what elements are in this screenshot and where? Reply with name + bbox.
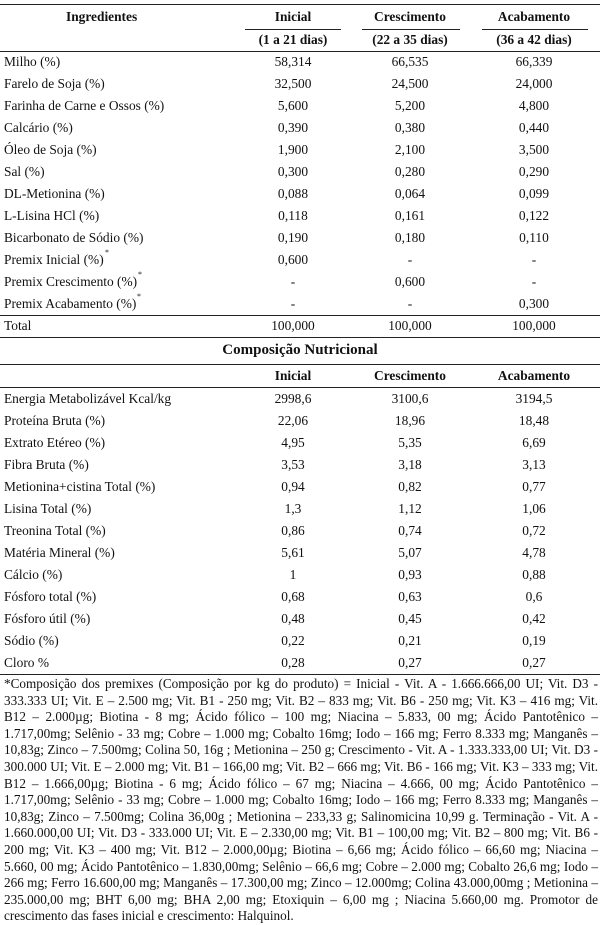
table-row	[0, 183, 600, 205]
table-row	[0, 73, 600, 95]
table1-bottom-rule	[0, 337, 600, 338]
value-acabamento: 3,500	[518, 142, 550, 157]
value-acabamento: 0,300	[518, 296, 550, 311]
table-row	[0, 161, 600, 183]
value-inicial: 0,28	[281, 655, 305, 670]
value-acabamento: 0,290	[518, 164, 550, 179]
value-acabamento: 1,06	[522, 501, 546, 516]
row-label: Fósforo útil (%)	[4, 611, 91, 626]
value-inicial: 32,500	[274, 76, 312, 91]
value-crescimento: -	[407, 252, 413, 267]
table-row	[0, 227, 600, 249]
row-label: Matéria Mineral (%)	[4, 545, 115, 560]
value-acabamento: 0,72	[522, 523, 546, 538]
row-label: Cloro %	[4, 655, 50, 670]
table-row	[0, 630, 600, 652]
table-row	[0, 520, 600, 542]
table-row	[0, 498, 600, 520]
header-acabamento: Acabamento	[497, 9, 571, 24]
value-crescimento: 3100,6	[391, 391, 429, 406]
value-inicial: 0,600	[277, 252, 309, 267]
value-crescimento: 5,07	[398, 545, 422, 560]
table-row: Premix Inicial (%) * 0,600 - -	[0, 249, 600, 271]
table1-top-rule	[0, 4, 600, 5]
value-acabamento: 0,27	[522, 655, 546, 670]
value-acabamento: 3194,5	[515, 391, 553, 406]
value-crescimento: 1,12	[398, 501, 422, 516]
value-inicial: 0,300	[277, 164, 309, 179]
value-acabamento: 4,78	[522, 545, 546, 560]
value-acabamento: 0,77	[522, 479, 546, 494]
table-row	[0, 476, 600, 498]
value-inicial: 58,314	[274, 54, 312, 69]
table-row	[0, 454, 600, 476]
subheader-inicial: (1 a 21 dias)	[258, 32, 328, 47]
value-inicial: 0,190	[277, 230, 309, 245]
value-inicial: 1,3	[284, 501, 302, 516]
table2-bottom-rule	[0, 674, 600, 675]
header-inicial: Inicial	[274, 9, 312, 24]
table-row	[0, 564, 600, 586]
value-acabamento: 6,69	[522, 435, 546, 450]
table-row	[0, 117, 600, 139]
value-crescimento: 0,161	[394, 208, 426, 223]
value-crescimento: 0,63	[398, 589, 422, 604]
value-inicial: 1,900	[277, 142, 309, 157]
value-inicial: 0,68	[281, 589, 305, 604]
value-acabamento: -	[531, 274, 537, 289]
table2-header-row	[0, 365, 600, 387]
table-row	[0, 139, 600, 161]
value-acabamento: 3,13	[522, 457, 546, 472]
table-row	[0, 51, 600, 73]
value-inicial: 0,118	[278, 208, 308, 223]
value-acabamento: 0,88	[522, 567, 546, 582]
row-label: Bicarbonato de Sódio (%)	[4, 230, 144, 245]
value-crescimento: 5,35	[398, 435, 422, 450]
value-inicial: 22,06	[277, 413, 309, 428]
value-acabamento: 0,42	[522, 611, 546, 626]
row-label: Premix Acabamento (%)	[4, 296, 137, 311]
value-crescimento: 0,93	[398, 567, 422, 582]
row-label: L-Lisina HCl (%)	[4, 208, 100, 223]
row-label: Proteína Bruta (%)	[4, 413, 106, 428]
value-crescimento: 0,74	[398, 523, 422, 538]
value-acabamento: 0,6	[525, 589, 543, 604]
table-row: Premix Acabamento (%) * - - 0,300	[0, 293, 600, 315]
total-label: Total	[4, 318, 32, 333]
value-crescimento: 0,064	[394, 186, 426, 201]
table-row	[0, 388, 600, 410]
table-row	[0, 205, 600, 227]
table-row	[0, 432, 600, 454]
value-acabamento: 4,800	[518, 98, 550, 113]
row-label: Farinha de Carne e Ossos (%)	[4, 98, 165, 113]
row-label: Milho (%)	[4, 54, 61, 69]
value-crescimento: 24,500	[391, 76, 429, 91]
value-crescimento: 0,27	[398, 655, 422, 670]
value-crescimento: 5,200	[394, 98, 426, 113]
value-acabamento: 24,000	[515, 76, 553, 91]
row-label: Treonina Total (%)	[4, 523, 106, 538]
row-label: Óleo de Soja (%)	[4, 142, 97, 157]
header-ingredientes: Ingredientes	[66, 9, 138, 24]
total-acabamento: 100,000	[512, 318, 556, 333]
row-label: Sal (%)	[4, 164, 45, 179]
value-crescimento: 18,96	[394, 413, 426, 428]
value-inicial: -	[290, 274, 296, 289]
premix-footnote: *Composição dos premixes (Composição por kg do produto) = Inicial - Vit. A - 1.666.666,00 UI; Vit. D3 - 333.333 UI; Vit. E – 2.500 mg; Vit. B1 - 250 mg; Vit. B2 – 833 mg; Vit. B6 - 250 mg; Vit. K3 – 416 mg; Vit. B12 – 2.000µg; Biotina - 8 mg; Ácido fólico – 100 mg; Niacina – 5.833, 00 mg; Ácido Pantotênico – 1.717,00mg; Selênio - 33 mg; Cobre – 1.000 mg; Cobalto 16mg; Iodo – 166 mg; Ferro 8.333 mg; Manganês – 10,83g; Zinco – 7.500mg; Colina 50, 16g ; Metionina – 250 g; Crescimento - Vit. A - 1.333.333,00 UI; Vit. D3 - 300.000 UI; Vit. E – 2.000 mg; Vit. B1 – 166,00 mg; Vit. B2 – 666 mg; Vit. B6 - 166 mg; Vit. K3 – 333 mg; Vit. B12 – 1.666,00µg; Biotina - 6 mg; Ácido fólico – 67 mg; Niacina – 4.666, 00 mg; Ácido Pantotênico – 1.717,00mg; Selênio - 33 mg; Cobre – 1.000 mg; Cobalto 16mg; Iodo – 166 mg; Ferro 8.333 mg; Manganês – 10,83g; Zinco – 7.500mg; Colina 36,00g ; Metionina – 233,33 g; Salinomicina 10,99 g. Terminação - Vit. A - 1.660.000,00 UI; Vit. D3 - 333.000 UI; Vit. E – 2.330,00 mg; Vit. B1 – 100,00 mg; Vit. B2 – 800 mg; Vit. B6 - 200 mg; Vit. K3 – 400 mg; Vit. B12 – 2.000,00µg; Biotina – 6,66 mg; Ácido fólico – 66,60 mg; Niacina – 5.660, 00 mg; Ácido Pantotênico – 1.830,00mg; Selênio – 66,6 mg; Cobre – 2.000 mg; Cobalto 26,6 mg; Iodo – 266 mg; Ferro 16.600,00 mg; Manganês – 17.300,00 mg; Zinco – 12.000mg; Colina 43.000,00mg ; Metionina – 235.000,00 mg; BHT 6,00 mg; BHA 2,00 mg; Etoxiquin – 6,00 mg ; Niacina 5.660,00 mg. Promotor de crescimento das fases inicial e crescimento: Halquinol.	[4, 676, 598, 924]
value-acabamento: 0,440	[518, 120, 550, 135]
row-label: Sódio (%)	[4, 633, 59, 648]
value-crescimento: -	[407, 296, 413, 311]
value-acabamento: 66,339	[515, 54, 553, 69]
value-acabamento: 0,122	[518, 208, 550, 223]
value-crescimento: 0,45	[398, 611, 422, 626]
header-crescimento: Crescimento	[374, 9, 446, 24]
row-label: Farelo de Soja (%)	[4, 76, 105, 91]
table-row	[0, 586, 600, 608]
row-label: Extrato Etéreo (%)	[4, 435, 106, 450]
row-label: Energia Metabolizável Kcal/kg	[4, 391, 172, 406]
value-inicial: 0,390	[277, 120, 309, 135]
value-inicial: -	[290, 296, 296, 311]
row-label: Metionina+cistina Total (%)	[4, 479, 156, 494]
value-inicial: 5,61	[281, 545, 305, 560]
value-crescimento: 0,380	[394, 120, 426, 135]
subheader-crescimento: (22 a 35 dias)	[372, 32, 448, 47]
value-inicial: 0,94	[281, 479, 305, 494]
table-row	[0, 95, 600, 117]
row-label: Calcário (%)	[4, 120, 73, 135]
value-inicial: 4,95	[281, 435, 305, 450]
row-label: Fibra Bruta (%)	[4, 457, 89, 472]
value-inicial: 3,53	[281, 457, 305, 472]
value-acabamento: -	[531, 252, 537, 267]
table-row	[0, 542, 600, 564]
value-acabamento: 0,099	[518, 186, 550, 201]
t2-header-inicial: Inicial	[274, 368, 312, 383]
table-row	[0, 652, 600, 674]
value-inicial: 0,22	[281, 633, 305, 648]
value-crescimento: 0,600	[394, 274, 426, 289]
row-label: Premix Inicial (%)	[4, 252, 104, 267]
total-inicial: 100,000	[271, 318, 315, 333]
value-crescimento: 2,100	[394, 142, 426, 157]
value-inicial: 1	[289, 567, 297, 582]
value-inicial: 0,86	[281, 523, 305, 538]
table1-subheader-row	[0, 29, 600, 51]
total-crescimento: 100,000	[388, 318, 432, 333]
row-label: Cálcio (%)	[4, 567, 63, 582]
row-label: DL-Metionina (%)	[4, 186, 105, 201]
nutrition-title: Composição Nutricional	[222, 342, 378, 358]
value-crescimento: 3,18	[398, 457, 422, 472]
row-label: Fósforo total (%)	[4, 589, 97, 604]
value-crescimento: 66,535	[391, 54, 429, 69]
value-acabamento: 0,110	[519, 230, 549, 245]
value-acabamento: 18,48	[518, 413, 550, 428]
value-inicial: 0,088	[277, 186, 309, 201]
value-inicial: 2998,6	[274, 391, 312, 406]
value-inicial: 5,600	[277, 98, 309, 113]
value-inicial: 0,48	[281, 611, 305, 626]
value-crescimento: 0,82	[398, 479, 422, 494]
value-crescimento: 0,280	[394, 164, 426, 179]
table-row	[0, 608, 600, 630]
table1-total-row	[0, 315, 600, 337]
table1-header-row	[0, 6, 600, 28]
t2-header-acabamento: Acabamento	[497, 368, 571, 383]
table-row	[0, 410, 600, 432]
row-label: Lisina Total (%)	[4, 501, 92, 516]
subheader-acabamento: (36 a 42 dias)	[496, 32, 572, 47]
row-label: Premix Crescimento (%)	[4, 274, 138, 289]
t2-header-crescimento: Crescimento	[374, 368, 446, 383]
value-acabamento: 0,19	[522, 633, 546, 648]
value-crescimento: 0,180	[394, 230, 426, 245]
table-row: Premix Crescimento (%) * - 0,600 -	[0, 271, 600, 293]
value-crescimento: 0,21	[398, 633, 422, 648]
